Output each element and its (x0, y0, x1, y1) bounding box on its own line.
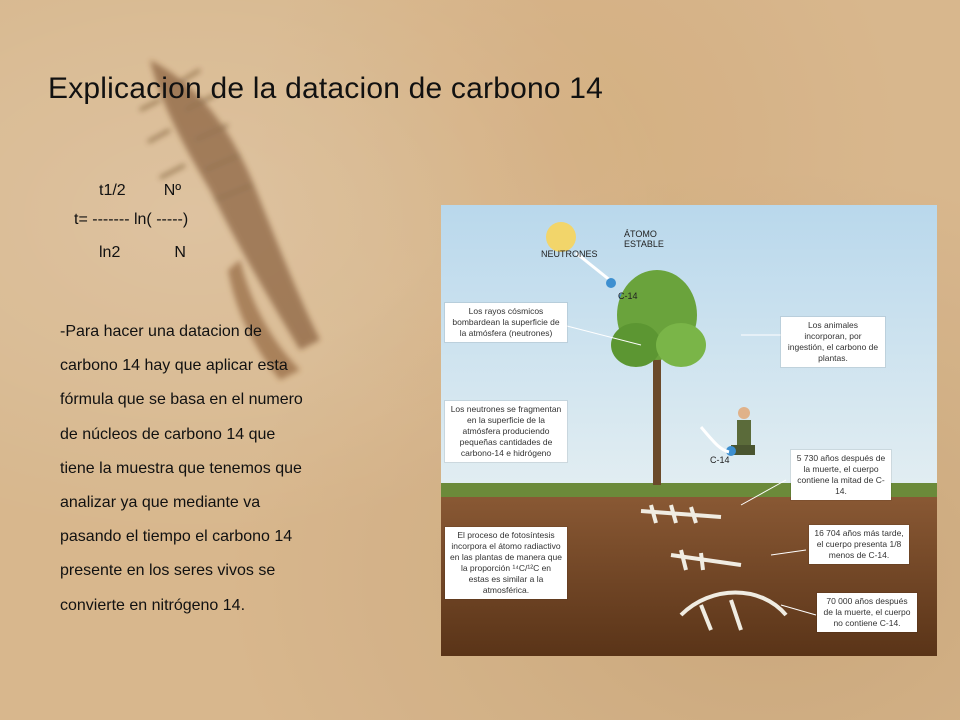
formula-n0: Nº (163, 182, 182, 199)
box-16704-anos: 16 704 años más tarde, el cuerpo presenta 1/8 menos de C-14. (809, 525, 909, 564)
formula-main-line: t= ------- ln( -----) (74, 211, 189, 228)
text-line: fórmula que se basa en el numero (60, 391, 303, 409)
person-icon (738, 407, 750, 419)
text-line: carbono 14 hay que aplicar esta (60, 357, 288, 375)
page-title: Explicacion de la datacion de carbono 14 (48, 72, 604, 105)
box-rayos-cosmicos: Los rayos cósmicos bombardean la superficie de la atmósfera (neutrones) (445, 303, 567, 342)
formula-denominators (99, 244, 186, 262)
formula-numerators (99, 182, 181, 200)
atom-icon (606, 278, 616, 288)
explanation-text (60, 315, 360, 623)
carbon-cycle-diagram (441, 205, 937, 656)
text-line: presente en los seres vivos se (60, 562, 276, 580)
formula-n: N (174, 244, 186, 261)
box-fotosintesis: El proceso de fotosíntesis incorpora el átomo radiactivo en las plantas de manera que la proporción ¹⁴C/¹²C en estas es similar a la atmosférica. (445, 527, 567, 599)
text-line: analizar ya que mediante va (60, 494, 261, 512)
atomo-estable-label: ÁTOMO ESTABLE (624, 229, 664, 249)
text-line: -Para hacer una datacion de (60, 323, 262, 340)
box-animales: Los animales incorporan, por ingestión, el carbono de plantas. (781, 317, 885, 367)
sun-icon (546, 222, 576, 252)
neutrones-label: NEUTRONES (541, 249, 598, 259)
text-line: de núcleos de carbono 14 que (60, 425, 276, 443)
c14-label-mid: C-14 (710, 455, 730, 465)
box-5730-anos: 5 730 años después de la muerte, el cuerpo contiene la mitad de C-14. (791, 450, 891, 500)
formula-ln2: ln2 (99, 244, 121, 261)
text-line: convierte en nitrógeno 14. (60, 596, 246, 614)
formula-half-life: t1/2 (99, 182, 126, 199)
tree-trunk (653, 355, 661, 485)
text-line: tiene la muestra que tenemos que (60, 459, 302, 477)
text-line: pasando el tiempo el carbono 14 (60, 528, 293, 546)
c14-label-top: C-14 (618, 291, 638, 301)
box-70000-anos: 70 000 años después de la muerte, el cuerpo no contiene C-14. (817, 593, 917, 632)
box-neutrones-fragmentan: Los neutrones se fragmentan en la superficie de la atmósfera produciendo pequeñas cantidades de carbono-14 e hidrógeno (445, 401, 567, 462)
